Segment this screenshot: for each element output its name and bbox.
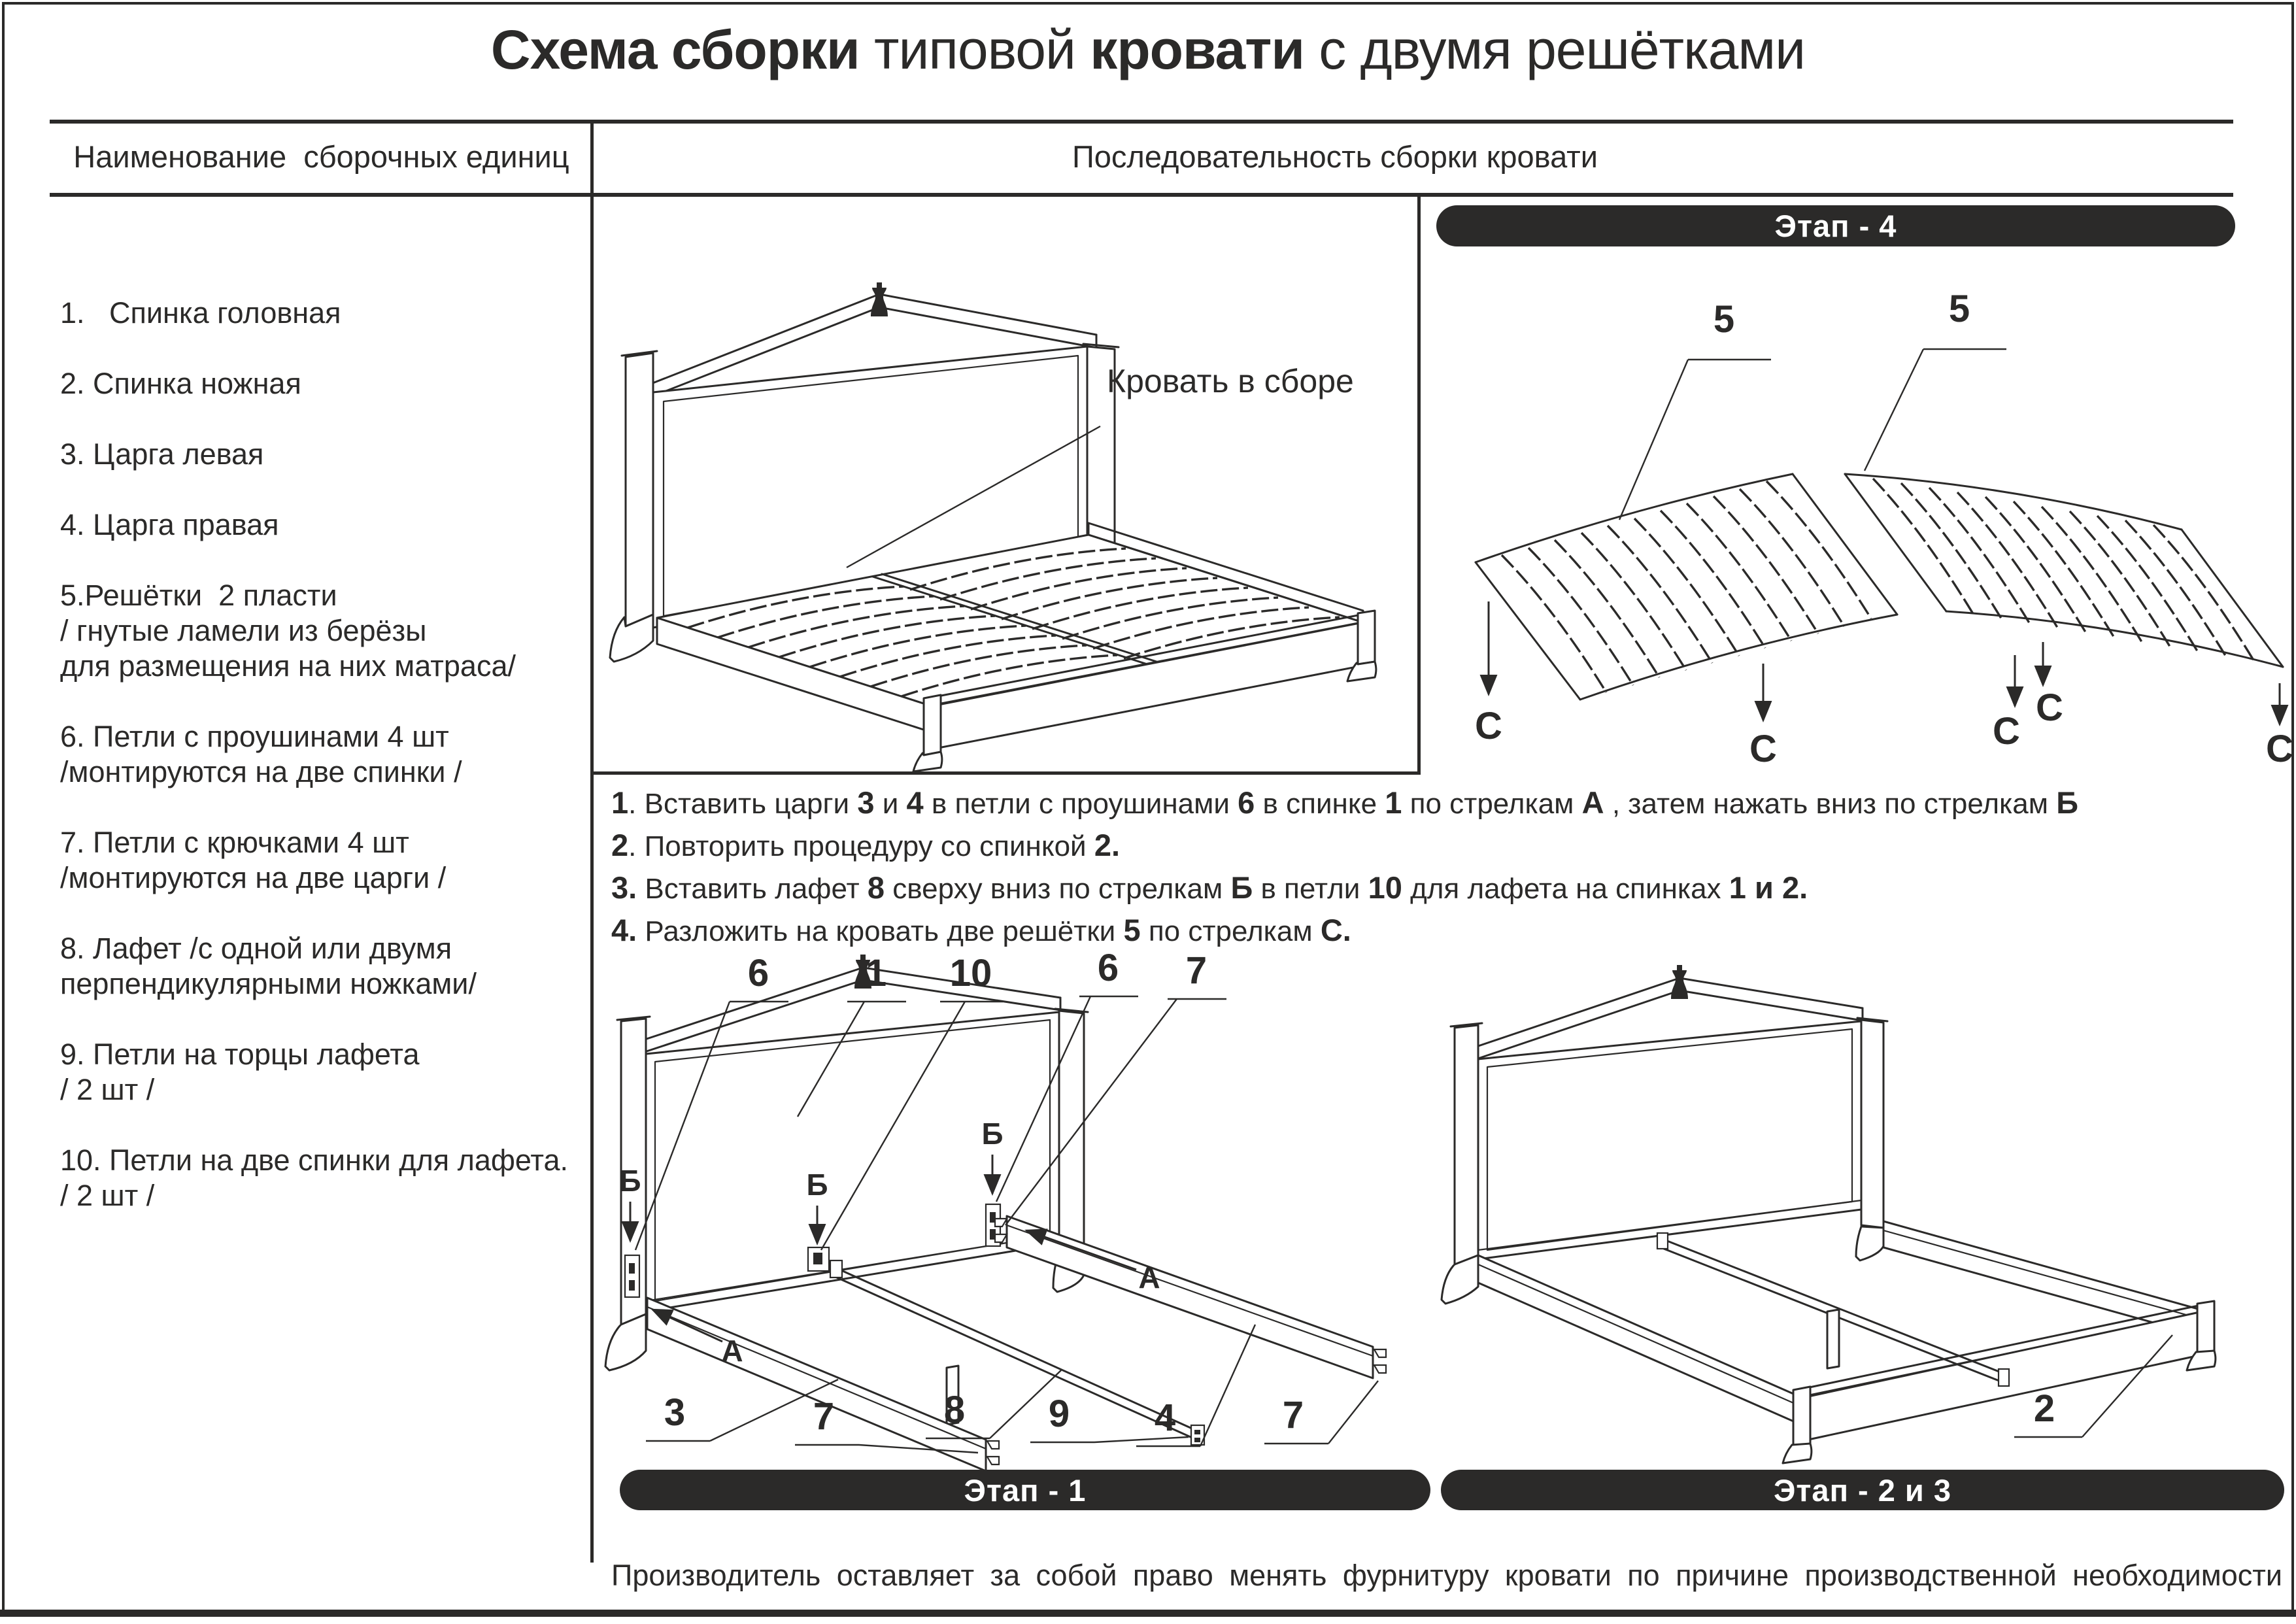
lafet-hinge-10 [808,1247,829,1271]
right-tsarga [995,1216,1386,1378]
left-post-foot [1442,1255,1478,1304]
title-reg-2: с двумя решётками [1304,19,1806,80]
lattice-left [1476,474,1897,700]
vase-ornament [871,282,888,316]
arrow-a-right-label: А [1138,1260,1160,1294]
assembled-bed-caption: Кровать в сборе [1107,363,1354,399]
stage4-bar: Этап - 4 [1436,205,2235,246]
stage1-drawing [601,948,1436,1481]
list-item-line: 8. Лафет /с одной или двумя [60,932,452,965]
callout-2: 2 [2033,1387,2055,1430]
title-bold-2: кровати [1090,19,1304,80]
title-bold-1: Схема сборки [490,19,860,80]
page-title [0,18,2296,82]
list-item [60,437,590,472]
callout-10: 10 [949,952,992,994]
callout-8: 8 [943,1389,966,1431]
footboard-foot-left [913,752,942,771]
eyelet-hinge-left [625,1255,639,1297]
assembled-bed [610,282,1376,771]
list-item-line: перпендикулярными ножками/ [60,967,477,1000]
callout-7b: 7 [1282,1394,1304,1436]
frame-assembled [1442,965,2216,1463]
arrow-a-left-label: А [721,1334,743,1368]
arrow-b-right-label: Б [981,1117,1004,1151]
headboard-panel [1478,1021,1861,1259]
callout-1: 1 [865,952,887,994]
vase-ornament [1671,965,1688,999]
left-post [1455,1025,1478,1264]
list-item-line: 4. Царга правая [60,508,279,541]
list-item-line: 6. Петли с проушинами 4 шт [60,720,449,753]
callout-4: 4 [1154,1396,1176,1439]
arrow-c-3-label: С [1993,710,2020,753]
arrow-c-4-label: С [2036,686,2063,729]
lattice-right [1845,474,2283,667]
right-rail [1883,1221,2203,1336]
list-item [60,507,590,543]
list-item [60,366,590,401]
title-reg-1: типовой [859,19,1090,80]
table-header-left: Наименование сборочных единиц [73,139,569,174]
list-item-line: 7. Петли с крючками 4 шт [60,826,409,859]
hook-hinge-icon [987,1441,999,1449]
stage4-labels [1475,288,2293,770]
arrow-c-1-label: С [1475,705,1502,747]
right-post [1861,1020,1883,1228]
right-post [1059,1011,1084,1254]
list-item-line: для размещения на них матраса/ [60,649,516,683]
list-item-line: /монтируются на две царги / [60,861,447,894]
list-item-line: / 2 шт / [60,1179,155,1212]
table-header-right: Последовательность сборки кровати [1072,139,1598,174]
stage23-bar: Этап - 2 и 3 [1441,1470,2284,1510]
callout-9: 9 [1048,1393,1070,1435]
callout-6b: 6 [1097,947,1119,989]
page-border-bottom [0,1610,2296,1617]
headboard-exploded [605,955,1088,1370]
list-item-line: 2. Спинка ножная [60,367,301,400]
headboard-left-post [626,353,653,626]
label-5-left: 5 [1713,298,1735,341]
arrow-b-mid-label: Б [806,1168,828,1202]
callout-6a: 6 [747,952,769,994]
list-item [60,296,590,331]
footer-note: Производитель оставляет за собой право менять фурнитуру кровати по причине производственной необходимости [611,1559,2282,1592]
callout-7a: 7 [813,1395,835,1438]
arrow-c-2-label: С [1749,728,1777,770]
list-item-line: 9. Петли на торцы лафета [60,1038,420,1071]
page-border-top [2,2,2294,5]
lafet-leg [1827,1310,1839,1368]
list-item [60,931,590,1002]
list-item-line: / гнутые ламели из берёзы [60,614,427,647]
arrow-c-5-label: С [2266,728,2293,770]
right-post-foot [1856,1226,1883,1260]
callout-3: 3 [664,1391,686,1434]
list-item-line: 5.Решётки 2 пласти [60,579,337,612]
label-5-right: 5 [1948,288,1970,330]
left-rail [1478,1255,1802,1425]
callout-7-top: 7 [1185,949,1207,992]
stage23-drawing [1436,948,2296,1481]
arrow-b-left-label: Б [619,1164,641,1198]
list-item [60,1143,590,1213]
footboard-foot-left [1783,1444,1812,1463]
hook-hinge-icon [1374,1349,1386,1357]
instruction-line: 2. Повторить процедуру со спинкой 2. [611,828,1121,862]
instruction-line: 3. Вставить лафет 8 сверху вниз по стрелкам Б в петли 10 для лафета на спинках 1 и 2. [611,870,1808,905]
list-item-line: 3. Царга левая [60,437,264,471]
list-item [60,1037,590,1108]
instruction-line: 4. Разложить на кровать две решётки 5 по стрелкам С. [611,913,1351,947]
hook-hinge-icon [987,1457,999,1464]
instruction-line: 1. Вставить царги 3 и 4 в петли с проушинами 6 в спинке 1 по стрелкам А , затем нажать вниз по стрелкам Б [611,785,2078,820]
page-border-left [2,2,5,1612]
stage1-bar: Этап - 1 [620,1470,1430,1510]
list-item-line: /монтируются на две спинки / [60,755,462,788]
instructions-block [611,782,2291,952]
list-item [60,578,590,684]
assembled-bed-drawing [592,196,1419,773]
list-item [60,825,590,896]
hook-hinge-icon [1374,1365,1386,1373]
list-item-line: 1. Спинка головная [60,296,341,330]
list-item-line: 10. Петли на две спинки для лафета. [60,1143,569,1177]
parts-list [60,296,590,1213]
header-rule-top [50,120,2233,124]
left-post-foot [605,1314,646,1370]
stage4-drawing [1436,255,2296,778]
list-item-line: / 2 шт / [60,1073,155,1106]
list-item [60,719,590,790]
